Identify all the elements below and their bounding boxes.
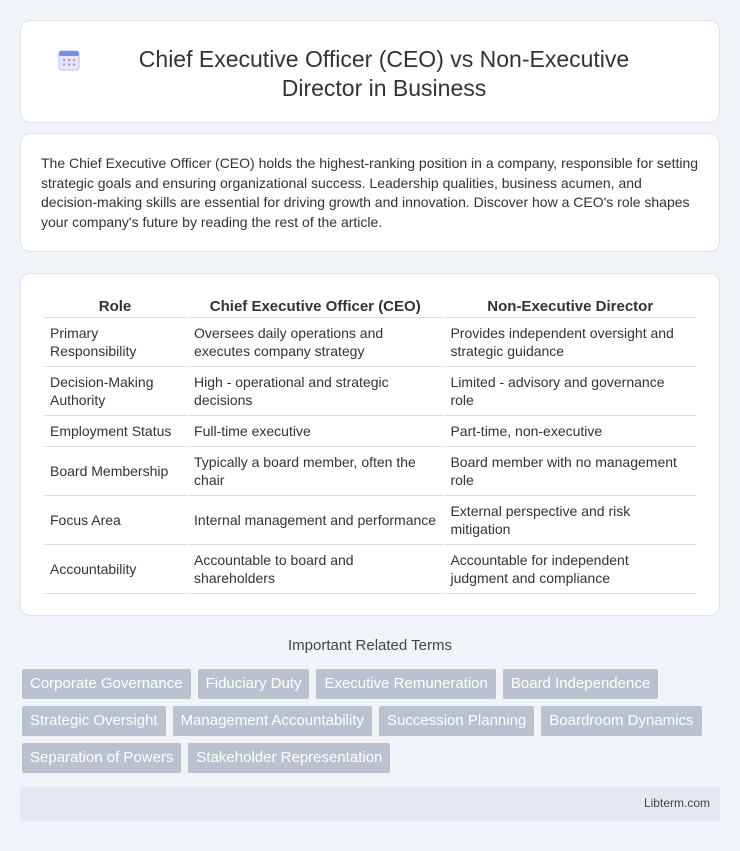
table-row — [44, 416, 696, 447]
column-header-ceo: Chief Executive Officer (CEO) — [188, 296, 442, 318]
ceo-cell: Typically a board member, often the chair — [188, 447, 442, 496]
ned-cell: External perspective and risk mitigation — [444, 496, 696, 545]
tag-boardroom-dynamics[interactable]: Boardroom Dynamics — [541, 706, 701, 736]
table-row — [44, 496, 696, 545]
tag-strategic-oversight[interactable]: Strategic Oversight — [22, 706, 166, 736]
ned-cell: Board member with no management role — [444, 447, 696, 496]
ned-cell: Accountable for independent judgment and compliance — [444, 545, 696, 594]
column-header-role: Role — [44, 296, 186, 318]
row-label: Decision-Making Authority — [44, 367, 186, 416]
page-title: Chief Executive Officer (CEO) vs Non-Executive Director in Business — [138, 46, 630, 101]
related-terms-heading: Important Related Terms — [288, 637, 452, 654]
ceo-cell: High - operational and strategic decisions — [188, 367, 442, 416]
related-terms-list — [22, 669, 702, 773]
intro-paragraph: The Chief Executive Officer (CEO) holds the highest-ranking position in a company, responsible for setting strategic goals and ensuring organizational success. Leadership qualities, business acumen, and decision-making skills are essential for driving growth and innovation. Discover how a CEO's role shapes your company's future by reading the rest of the article. — [41, 155, 699, 230]
row-label: Focus Area — [44, 496, 186, 545]
ceo-cell: Full-time executive — [188, 416, 442, 447]
ceo-cell: Internal management and performance — [188, 496, 442, 545]
footer-site-link[interactable]: Libterm.com — [643, 796, 710, 810]
table-row — [44, 367, 696, 416]
title-card — [20, 20, 720, 123]
ned-cell: Part-time, non-executive — [444, 416, 696, 447]
table-row — [44, 545, 696, 594]
column-header-ned: Non-Executive Director — [444, 296, 696, 318]
table-header-row — [44, 296, 696, 318]
tag-management-accountability[interactable]: Management Accountability — [173, 706, 372, 736]
table-row — [44, 447, 696, 496]
ceo-cell: Accountable to board and shareholders — [188, 545, 442, 594]
table-row — [44, 318, 696, 367]
tag-separation-of-powers[interactable]: Separation of Powers — [22, 743, 181, 773]
tag-stakeholder-representation[interactable]: Stakeholder Representation — [188, 743, 390, 773]
ceo-cell: Oversees daily operations and executes company strategy — [188, 318, 442, 367]
row-label: Employment Status — [44, 416, 186, 447]
ned-cell: Limited - advisory and governance role — [444, 367, 696, 416]
comparison-table — [42, 296, 698, 594]
intro-card — [20, 133, 720, 252]
tag-executive-remuneration[interactable]: Executive Remuneration — [316, 669, 495, 699]
tag-board-independence[interactable]: Board Independence — [503, 669, 658, 699]
row-label: Primary Responsibility — [44, 318, 186, 367]
footer — [20, 787, 720, 821]
tag-succession-planning[interactable]: Succession Planning — [379, 706, 534, 736]
comparison-card — [20, 273, 720, 616]
tag-fiduciary-duty[interactable]: Fiduciary Duty — [198, 669, 310, 699]
tag-corporate-governance[interactable]: Corporate Governance — [22, 669, 191, 699]
row-label: Board Membership — [44, 447, 186, 496]
ned-cell: Provides independent oversight and strategic guidance — [444, 318, 696, 367]
row-label: Accountability — [44, 545, 186, 594]
